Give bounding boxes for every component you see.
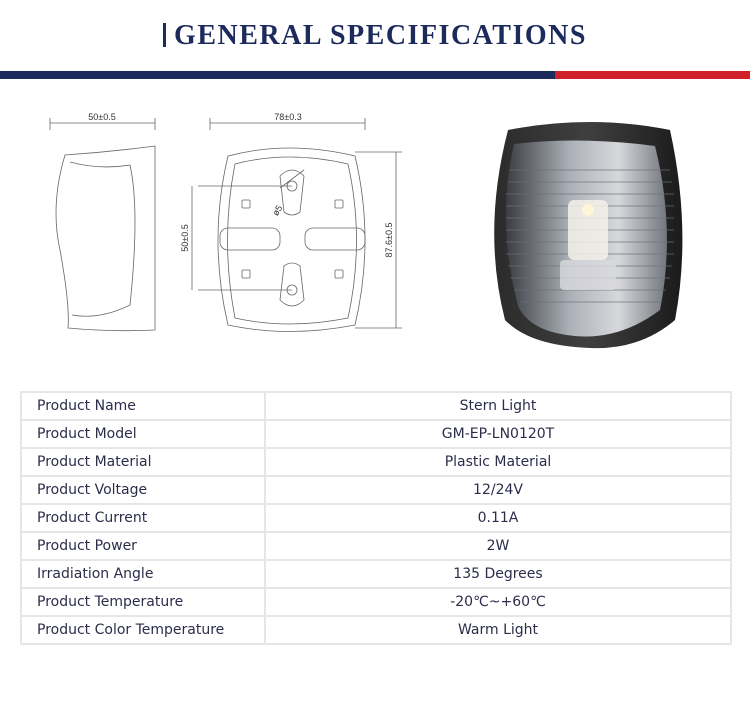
- height-dimension: 87.6±0.5: [384, 222, 394, 258]
- table-row: [21, 532, 731, 560]
- spec-table: [20, 391, 732, 645]
- spec-name: Irradiation Angle: [21, 560, 265, 588]
- spec-value: 135 Degrees: [265, 560, 731, 588]
- stern-light-photo: [470, 110, 710, 350]
- spec-value: -20℃~+60℃: [265, 588, 731, 616]
- side-width-dimension: 50±0.5: [88, 112, 116, 122]
- spec-value: 0.11A: [265, 504, 731, 532]
- spec-name: Product Current: [21, 504, 265, 532]
- header-rule-red: [555, 71, 750, 79]
- table-row: [21, 448, 731, 476]
- spec-name: Product Model: [21, 420, 265, 448]
- table-row: [21, 560, 731, 588]
- technical-drawing: [30, 100, 410, 340]
- table-row: [21, 476, 731, 504]
- hole-diameter-dimension: ø5: [270, 203, 285, 218]
- spec-value: Stern Light: [265, 392, 731, 420]
- page-title: [0, 20, 750, 52]
- spec-name: Product Temperature: [21, 588, 265, 616]
- spec-name: Product Material: [21, 448, 265, 476]
- spec-name: Product Name: [21, 392, 265, 420]
- spec-name: Product Voltage: [21, 476, 265, 504]
- table-row: [21, 504, 731, 532]
- spec-name: Product Power: [21, 532, 265, 560]
- spec-value: 12/24V: [265, 476, 731, 504]
- table-row: [21, 616, 731, 644]
- page-title-text: GENERAL SPECIFICATIONS: [174, 20, 587, 51]
- spec-value: GM-EP-LN0120T: [265, 420, 731, 448]
- hole-spacing-dimension: 50±0.5: [180, 224, 190, 252]
- page-header: [0, 0, 750, 66]
- table-row: [21, 420, 731, 448]
- table-row: [21, 588, 731, 616]
- spec-value: Plastic Material: [265, 448, 731, 476]
- table-row: [21, 392, 731, 420]
- title-bar-accent: [163, 23, 166, 47]
- spec-value: 2W: [265, 532, 731, 560]
- header-rule-navy: [0, 71, 555, 79]
- front-width-dimension: 78±0.3: [274, 112, 302, 122]
- spec-name: Product Color Temperature: [21, 616, 265, 644]
- spec-value: Warm Light: [265, 616, 731, 644]
